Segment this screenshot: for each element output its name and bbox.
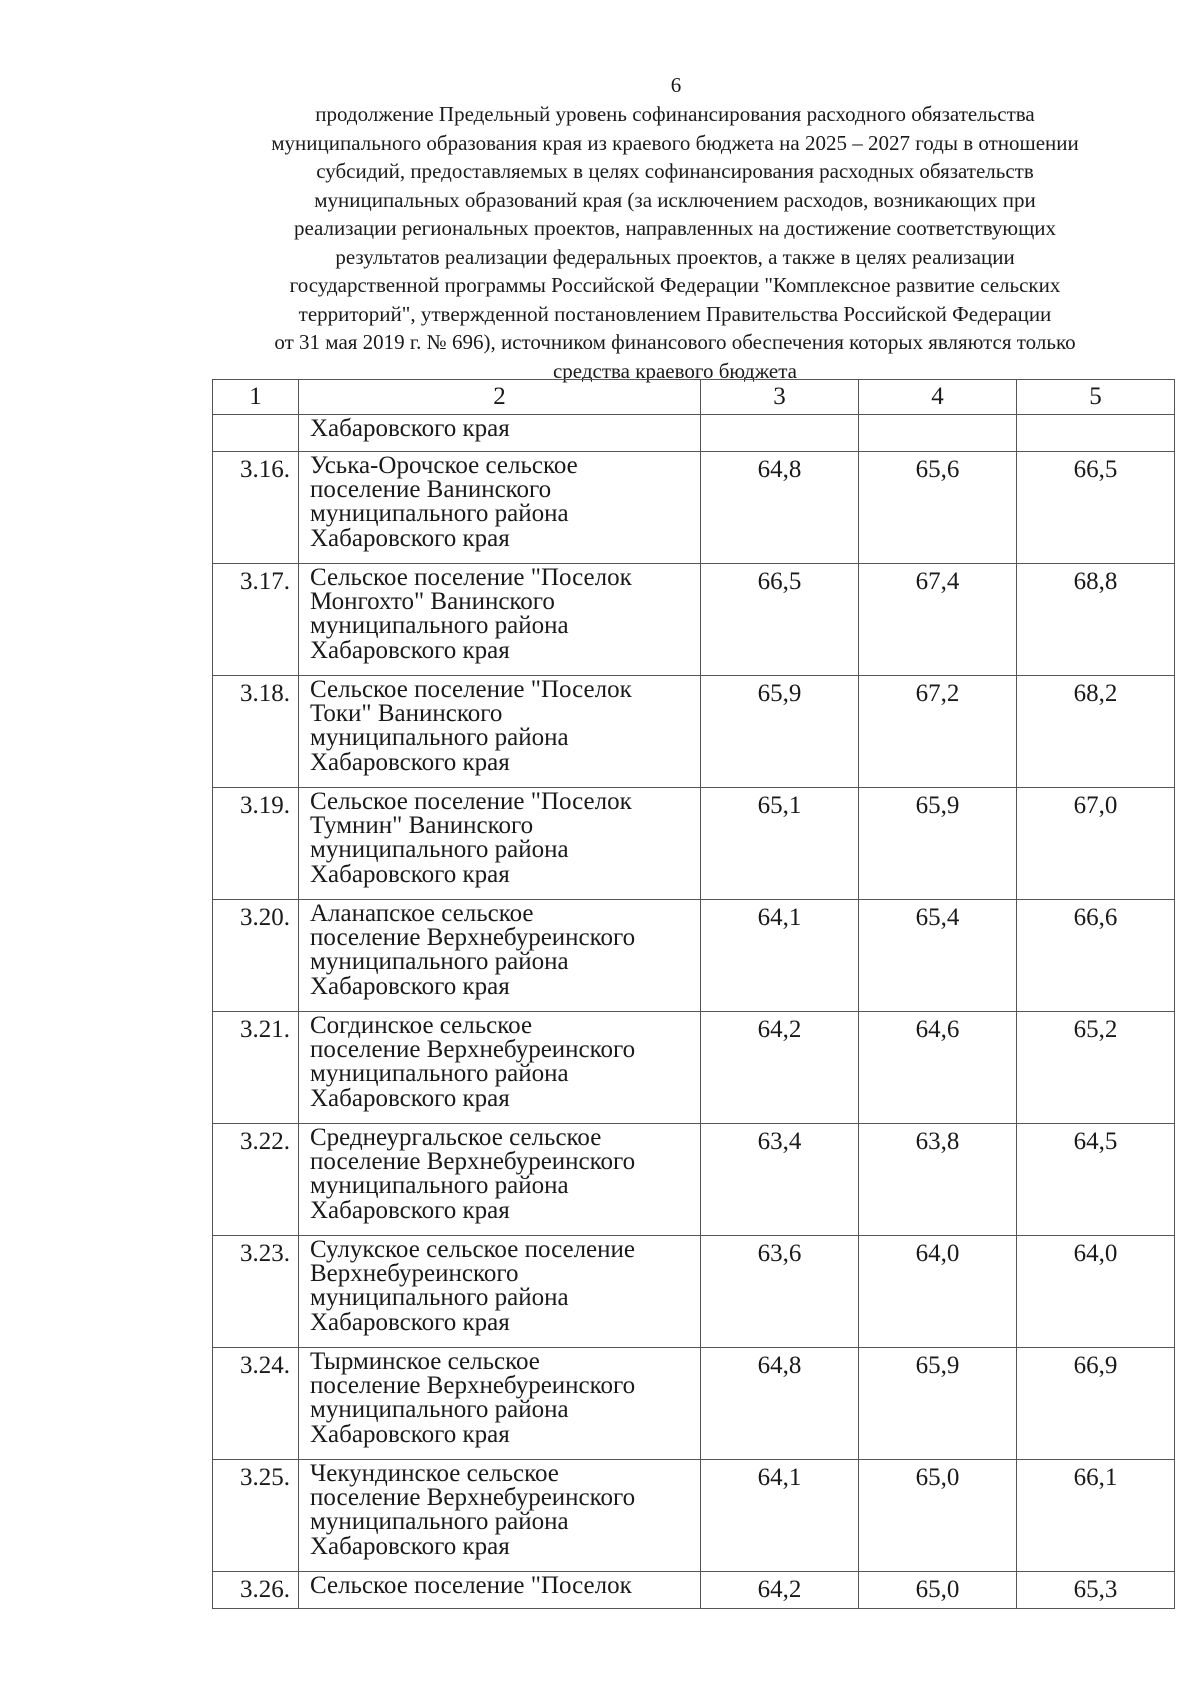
table-row [213,452,1175,564]
municipality-name [299,1124,701,1236]
municipality-name-line: поселение Ванинского [310,476,552,504]
municipality-name-line: поселение Верхнебуреинского [310,1372,636,1400]
municipality-name-line: муниципального района [310,1172,569,1200]
municipality-name-line: Монгохто" Ванинского [310,588,555,616]
municipality-name-line: муниципального района [310,836,569,864]
municipality-name [299,1572,701,1609]
municipality-name-line: поселение Верхнебуреинского [310,924,636,952]
row-number: 3.21. [213,1012,299,1124]
row-number: 3.22. [213,1124,299,1236]
municipality-name-line: муниципального района [310,948,569,976]
municipality-name-line: Хабаровского края [310,972,510,1000]
value-2027: 68,8 [1017,564,1175,676]
row-number: 3.26. [213,1572,299,1609]
municipality-name-line: Согдинское сельское [310,1012,533,1039]
value-2025: 64,8 [701,1348,859,1460]
value-2026: 65,6 [859,452,1017,564]
table-heading [200,100,1150,385]
row-number [213,415,299,452]
municipality-name-line: Сельское поселение "Поселок [310,564,632,591]
municipality-name-line: Хабаровского края [310,1532,510,1560]
municipality-name-line: муниципального района [310,1284,569,1312]
value-2025: 66,5 [701,564,859,676]
table-row [213,1012,1175,1124]
value-2025 [701,415,859,452]
row-number: 3.20. [213,900,299,1012]
municipality-name-line: Хабаровского края [310,860,510,888]
row-number: 3.18. [213,676,299,788]
municipality-name-line: Хабаровского края [310,636,510,664]
value-2025: 64,2 [701,1572,859,1609]
table-row [213,1236,1175,1348]
value-2027 [1017,415,1175,452]
municipality-name [299,452,701,564]
value-2027: 66,6 [1017,900,1175,1012]
value-2026: 65,9 [859,788,1017,900]
value-2026: 67,2 [859,676,1017,788]
table-row [213,788,1175,900]
municipality-name [299,1348,701,1460]
value-2027: 66,1 [1017,1460,1175,1572]
municipality-name-line: Хабаровского края [310,524,510,552]
value-2025: 65,9 [701,676,859,788]
value-2027: 64,0 [1017,1236,1175,1348]
municipality-name [299,415,701,452]
municipality-name-line: Сулукское сельское поселение [310,1236,635,1263]
value-2025: 64,1 [701,1460,859,1572]
page-number: 6 [670,73,682,97]
municipality-name-line: муниципального района [310,1508,569,1536]
table-row [213,1348,1175,1460]
municipality-name-line: муниципального района [310,500,569,528]
value-2026: 65,4 [859,900,1017,1012]
municipality-name-line: Верхнебуреинского [310,1260,519,1288]
column-number-5: 5 [1017,380,1175,415]
municipality-name-line: Токи" Ванинского [310,700,503,728]
value-2025: 65,1 [701,788,859,900]
value-2026: 65,0 [859,1460,1017,1572]
municipality-name-line: поселение Верхнебуреинского [310,1148,636,1176]
column-number-4: 4 [859,380,1017,415]
municipality-name-line: поселение Верхнебуреинского [310,1036,636,1064]
table-row [213,1572,1175,1609]
heading-line: средства краевого бюджета [552,358,797,383]
heading-line: муниципального образования края из краевого бюджета на 2025 – 2027 годы в отношении [271,130,1079,155]
municipality-name-line: Аланапское сельское [310,900,534,927]
row-number: 3.23. [213,1236,299,1348]
value-2027: 64,5 [1017,1124,1175,1236]
subsidy-table [212,379,1175,1609]
heading-line: от 31 мая 2019 г. № 696), источником финансового обеспечения которых являются только [274,330,1076,354]
municipality-name-line: муниципального района [310,1396,569,1424]
value-2025: 63,4 [701,1124,859,1236]
value-2026: 64,6 [859,1012,1017,1124]
value-2025: 64,2 [701,1012,859,1124]
table-row [213,1460,1175,1572]
municipality-name-line: Сельское поселение "Поселок [310,1572,632,1599]
heading-line: государственной программы Российской Федерации "Комплексное развитие сельских [289,273,1061,297]
value-2026: 67,4 [859,564,1017,676]
value-2027: 66,5 [1017,452,1175,564]
municipality-name [299,1460,701,1572]
municipality-name [299,1236,701,1348]
value-2025: 64,1 [701,900,859,1012]
municipality-name [299,676,701,788]
municipality-name-line: муниципального района [310,1060,569,1088]
value-2026: 64,0 [859,1236,1017,1348]
column-number-row [213,380,1175,415]
municipality-name [299,1012,701,1124]
row-number: 3.19. [213,788,299,900]
municipality-name-line: Тумнин" Ванинского [310,812,534,840]
value-2027: 68,2 [1017,676,1175,788]
heading-line: реализации региональных проектов, направленных на достижение соответствующих [293,216,1057,240]
municipality-name-line: Хабаровского края [310,415,510,442]
table-row [213,564,1175,676]
table-row [213,900,1175,1012]
municipality-name [299,788,701,900]
value-2025: 64,8 [701,452,859,564]
municipality-name [299,900,701,1012]
value-2027: 65,3 [1017,1572,1175,1609]
municipality-name-line: Уська-Орочское сельское [310,452,578,479]
municipality-name-line: Хабаровского края [310,1196,510,1224]
municipality-name-line: Хабаровского края [310,1420,510,1448]
value-2026 [859,415,1017,452]
value-2026: 63,8 [859,1124,1017,1236]
value-2027: 67,0 [1017,788,1175,900]
heading-line: продолжение Предельный уровень софинансирования расходного обязательства [315,102,1035,126]
column-number-3: 3 [701,380,859,415]
row-number: 3.25. [213,1460,299,1572]
value-2027: 66,9 [1017,1348,1175,1460]
municipality-name-line: Хабаровского края [310,1084,510,1112]
row-number: 3.17. [213,564,299,676]
row-number: 3.16. [213,452,299,564]
municipality-name-line: Хабаровского края [310,1308,510,1336]
row-number: 3.24. [213,1348,299,1460]
municipality-name-line: Среднеургальское сельское [310,1124,602,1151]
municipality-name-line: Тырминское сельское [310,1348,540,1375]
municipality-name-line: муниципального района [310,612,569,640]
continuation-row [213,415,1175,452]
heading-line: территорий", утвержденной постановлением Правительства Российской Федерации [298,301,1052,326]
heading-line: результатов реализации федеральных проектов, а также в целях реализации [335,244,1015,269]
heading-line: субсидий, предоставляемых в целях софинансирования расходных обязательств [316,159,1034,183]
municipality-name-line: Хабаровского края [310,748,510,776]
column-number-2: 2 [299,380,701,415]
value-2025: 63,6 [701,1236,859,1348]
municipality-name-line: Сельское поселение "Поселок [310,676,632,703]
value-2026: 65,9 [859,1348,1017,1460]
value-2027: 65,2 [1017,1012,1175,1124]
table-row [213,1124,1175,1236]
table-row [213,676,1175,788]
column-number-1: 1 [213,380,299,415]
municipality-name-line: поселение Верхнебуреинского [310,1484,636,1512]
municipality-name [299,564,701,676]
heading-line: муниципальных образований края (за исключением расходов, возникающих при [314,187,1036,212]
municipality-name-line: муниципального района [310,724,569,752]
municipality-name-line: Сельское поселение "Поселок [310,788,632,815]
municipality-name-line: Чекундинское сельское [310,1460,559,1487]
value-2026: 65,0 [859,1572,1017,1609]
